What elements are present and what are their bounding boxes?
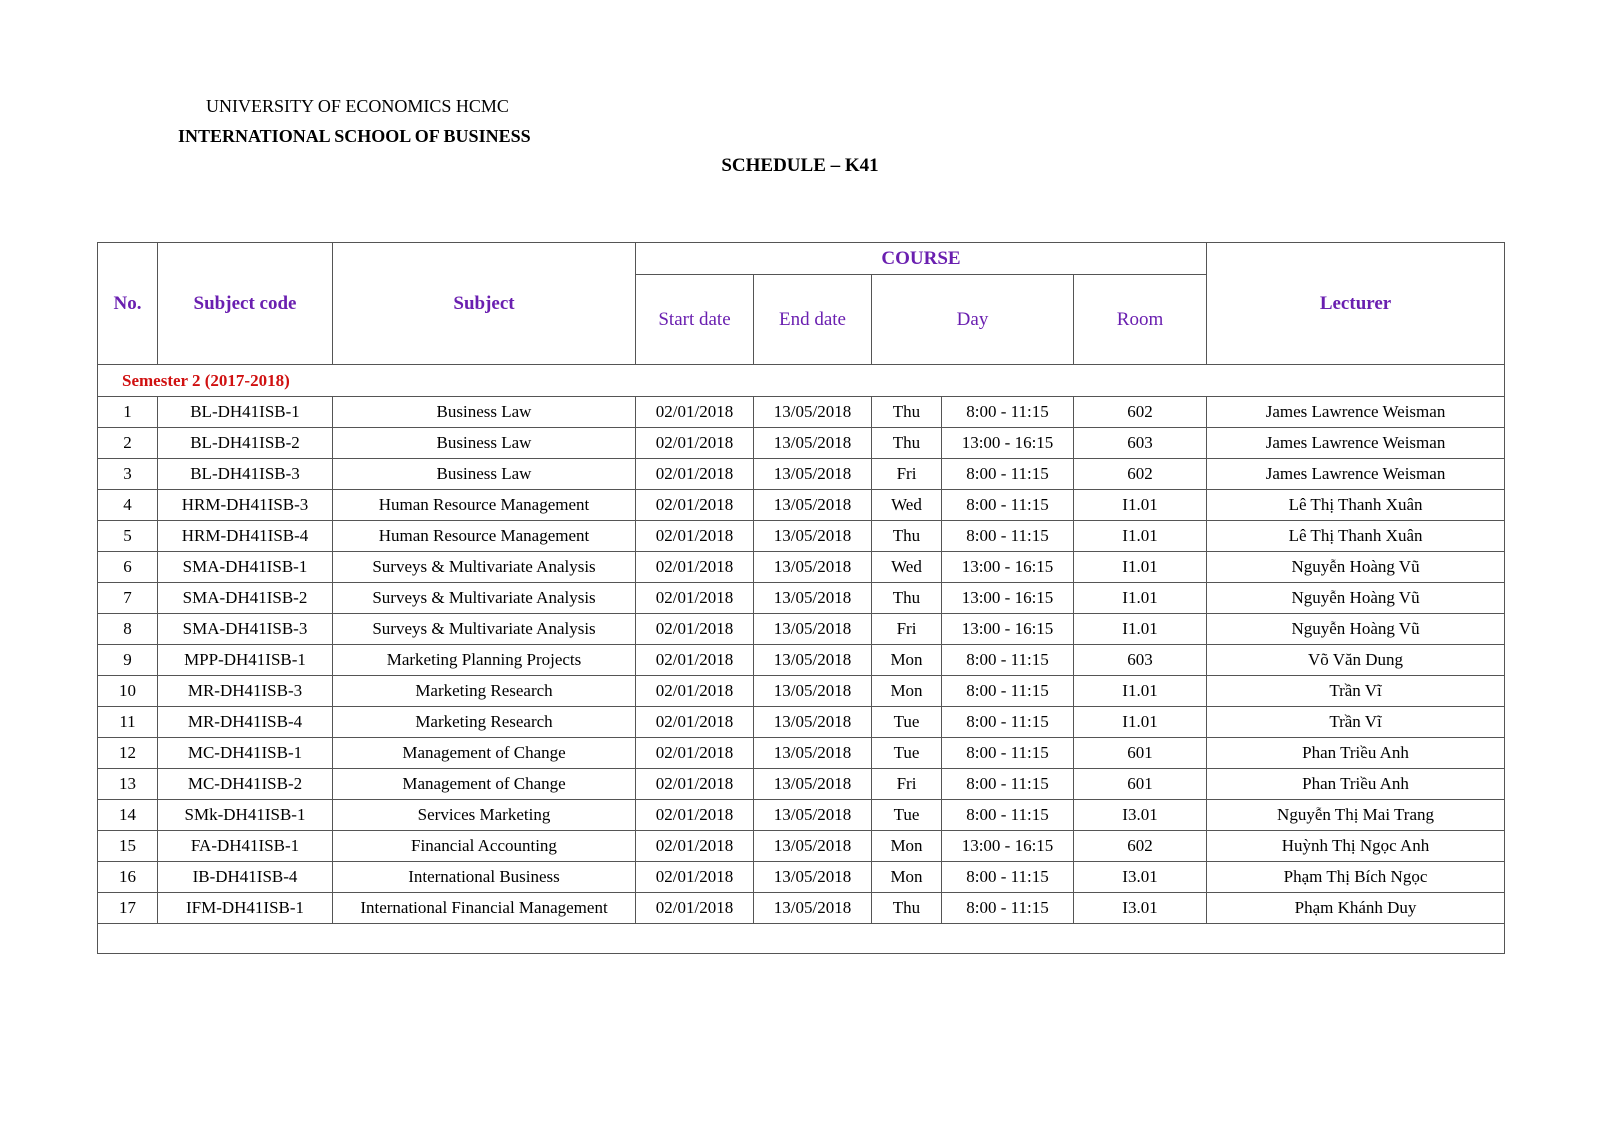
cell-room: I1.01: [1074, 552, 1207, 583]
table-row: [98, 645, 1505, 676]
cell-day: Mon: [872, 831, 942, 862]
cell-no: 6: [98, 552, 158, 583]
cell-start-date: 02/01/2018: [636, 428, 754, 459]
cell-subject-code: MC-DH41ISB-2: [158, 769, 333, 800]
cell-subject-code: MC-DH41ISB-1: [158, 738, 333, 769]
cell-subject: Business Law: [333, 459, 636, 490]
cell-time: 8:00 - 11:15: [942, 676, 1074, 707]
cell-day: Mon: [872, 645, 942, 676]
cell-room: 601: [1074, 769, 1207, 800]
cell-day: Fri: [872, 459, 942, 490]
cell-subject: Services Marketing: [333, 800, 636, 831]
cell-room: I3.01: [1074, 862, 1207, 893]
cell-lecturer: Trần Vĩ: [1207, 707, 1505, 738]
cell-subject: Management of Change: [333, 738, 636, 769]
cell-day: Mon: [872, 862, 942, 893]
cell-start-date: 02/01/2018: [636, 552, 754, 583]
cell-start-date: 02/01/2018: [636, 738, 754, 769]
table-row: [98, 583, 1505, 614]
schedule-table: [97, 242, 1505, 954]
table-row: [98, 552, 1505, 583]
cell-no: 2: [98, 428, 158, 459]
cell-day: Mon: [872, 676, 942, 707]
cell-room: 602: [1074, 397, 1207, 428]
cell-subject-code: SMA-DH41ISB-3: [158, 614, 333, 645]
cell-subject: Management of Change: [333, 769, 636, 800]
col-header-subject: Subject: [333, 243, 636, 365]
cell-end-date: 13/05/2018: [754, 738, 872, 769]
cell-day: Tue: [872, 707, 942, 738]
cell-time: 13:00 - 16:15: [942, 614, 1074, 645]
cell-subject: Financial Accounting: [333, 831, 636, 862]
cell-subject: Business Law: [333, 428, 636, 459]
cell-no: 12: [98, 738, 158, 769]
col-header-subject-code: Subject code: [158, 243, 333, 365]
table-row: [98, 738, 1505, 769]
cell-no: 8: [98, 614, 158, 645]
cell-subject-code: HRM-DH41ISB-4: [158, 521, 333, 552]
cell-no: 5: [98, 521, 158, 552]
table-row: [98, 490, 1505, 521]
cell-day: Wed: [872, 490, 942, 521]
cell-time: 13:00 - 16:15: [942, 583, 1074, 614]
cell-subject: Marketing Planning Projects: [333, 645, 636, 676]
cell-start-date: 02/01/2018: [636, 893, 754, 924]
cell-lecturer: James Lawrence Weisman: [1207, 428, 1505, 459]
cell-no: 9: [98, 645, 158, 676]
cell-no: 1: [98, 397, 158, 428]
cell-lecturer: Nguyễn Hoàng Vũ: [1207, 552, 1505, 583]
cell-start-date: 02/01/2018: [636, 614, 754, 645]
cell-start-date: 02/01/2018: [636, 397, 754, 428]
cell-no: 15: [98, 831, 158, 862]
cell-subject-code: IFM-DH41ISB-1: [158, 893, 333, 924]
cell-no: 11: [98, 707, 158, 738]
cell-subject: Marketing Research: [333, 676, 636, 707]
cell-lecturer: Nguyễn Thị Mai Trang: [1207, 800, 1505, 831]
cell-subject: Surveys & Multivariate Analysis: [333, 583, 636, 614]
cell-subject-code: SMk-DH41ISB-1: [158, 800, 333, 831]
table-row: [98, 707, 1505, 738]
cell-subject: Surveys & Multivariate Analysis: [333, 614, 636, 645]
cell-room: 603: [1074, 645, 1207, 676]
cell-end-date: 13/05/2018: [754, 397, 872, 428]
cell-end-date: 13/05/2018: [754, 428, 872, 459]
cell-end-date: 13/05/2018: [754, 459, 872, 490]
cell-lecturer: Nguyễn Hoàng Vũ: [1207, 614, 1505, 645]
cell-end-date: 13/05/2018: [754, 490, 872, 521]
col-header-day: Day: [872, 275, 1074, 365]
cell-no: 3: [98, 459, 158, 490]
cell-subject: Human Resource Management: [333, 521, 636, 552]
cell-lecturer: Võ Văn Dung: [1207, 645, 1505, 676]
cell-subject-code: BL-DH41ISB-3: [158, 459, 333, 490]
school-name: INTERNATIONAL SCHOOL OF BUSINESS: [178, 126, 531, 146]
table-row: [98, 428, 1505, 459]
cell-time: 13:00 - 16:15: [942, 831, 1074, 862]
cell-no: 7: [98, 583, 158, 614]
cell-start-date: 02/01/2018: [636, 583, 754, 614]
cell-start-date: 02/01/2018: [636, 707, 754, 738]
col-header-room: Room: [1074, 275, 1207, 365]
cell-room: I3.01: [1074, 800, 1207, 831]
table-row: [98, 769, 1505, 800]
cell-subject: Surveys & Multivariate Analysis: [333, 552, 636, 583]
cell-day: Fri: [872, 769, 942, 800]
cell-time: 8:00 - 11:15: [942, 397, 1074, 428]
cell-subject: Marketing Research: [333, 707, 636, 738]
table-row: [98, 800, 1505, 831]
cell-lecturer: Trần Vĩ: [1207, 676, 1505, 707]
cell-start-date: 02/01/2018: [636, 521, 754, 552]
cell-start-date: 02/01/2018: [636, 769, 754, 800]
cell-day: Thu: [872, 397, 942, 428]
cell-room: 601: [1074, 738, 1207, 769]
cell-subject-code: MR-DH41ISB-3: [158, 676, 333, 707]
cell-start-date: 02/01/2018: [636, 800, 754, 831]
cell-day: Thu: [872, 428, 942, 459]
cell-day: Wed: [872, 552, 942, 583]
cell-lecturer: Lê Thị Thanh Xuân: [1207, 490, 1505, 521]
cell-time: 13:00 - 16:15: [942, 428, 1074, 459]
cell-time: 8:00 - 11:15: [942, 521, 1074, 552]
cell-start-date: 02/01/2018: [636, 645, 754, 676]
table-row: [98, 397, 1505, 428]
cell-end-date: 13/05/2018: [754, 614, 872, 645]
cell-no: 14: [98, 800, 158, 831]
cell-room: I1.01: [1074, 707, 1207, 738]
cell-subject: Business Law: [333, 397, 636, 428]
page-title: SCHEDULE – K41: [721, 155, 879, 176]
cell-day: Tue: [872, 738, 942, 769]
cell-start-date: 02/01/2018: [636, 862, 754, 893]
cell-lecturer: Phạm Khánh Duy: [1207, 893, 1505, 924]
cell-time: 8:00 - 11:15: [942, 738, 1074, 769]
cell-lecturer: James Lawrence Weisman: [1207, 459, 1505, 490]
cell-start-date: 02/01/2018: [636, 490, 754, 521]
cell-end-date: 13/05/2018: [754, 583, 872, 614]
cell-no: 16: [98, 862, 158, 893]
cell-day: Thu: [872, 583, 942, 614]
table-row: [98, 893, 1505, 924]
cell-room: I1.01: [1074, 614, 1207, 645]
cell-subject: International Financial Management: [333, 893, 636, 924]
cell-lecturer: Nguyễn Hoàng Vũ: [1207, 583, 1505, 614]
cell-lecturer: Phan Triều Anh: [1207, 738, 1505, 769]
cell-no: 10: [98, 676, 158, 707]
cell-time: 8:00 - 11:15: [942, 459, 1074, 490]
cell-time: 8:00 - 11:15: [942, 769, 1074, 800]
table-row: [98, 459, 1505, 490]
cell-room: 603: [1074, 428, 1207, 459]
cell-subject-code: BL-DH41ISB-2: [158, 428, 333, 459]
cell-no: 13: [98, 769, 158, 800]
cell-day: Thu: [872, 893, 942, 924]
cell-time: 8:00 - 11:15: [942, 707, 1074, 738]
col-header-start-date: Start date: [636, 275, 754, 365]
cell-time: 8:00 - 11:15: [942, 800, 1074, 831]
cell-room: I3.01: [1074, 893, 1207, 924]
cell-time: 8:00 - 11:15: [942, 862, 1074, 893]
cell-subject-code: HRM-DH41ISB-3: [158, 490, 333, 521]
cell-end-date: 13/05/2018: [754, 552, 872, 583]
cell-subject-code: IB-DH41ISB-4: [158, 862, 333, 893]
cell-subject: International Business: [333, 862, 636, 893]
cell-end-date: 13/05/2018: [754, 707, 872, 738]
cell-start-date: 02/01/2018: [636, 831, 754, 862]
cell-day: Thu: [872, 521, 942, 552]
cell-room: I1.01: [1074, 676, 1207, 707]
cell-end-date: 13/05/2018: [754, 893, 872, 924]
cell-room: 602: [1074, 459, 1207, 490]
cell-subject-code: SMA-DH41ISB-2: [158, 583, 333, 614]
cell-day: Fri: [872, 614, 942, 645]
cell-lecturer: James Lawrence Weisman: [1207, 397, 1505, 428]
cell-lecturer: Phan Triều Anh: [1207, 769, 1505, 800]
table-row: [98, 831, 1505, 862]
cell-end-date: 13/05/2018: [754, 521, 872, 552]
cell-end-date: 13/05/2018: [754, 831, 872, 862]
cell-time: 8:00 - 11:15: [942, 645, 1074, 676]
cell-lecturer: Phạm Thị Bích Ngọc: [1207, 862, 1505, 893]
cell-lecturer: Huỳnh Thị Ngọc Anh: [1207, 831, 1505, 862]
table-row: [98, 521, 1505, 552]
cell-room: I1.01: [1074, 490, 1207, 521]
cell-end-date: 13/05/2018: [754, 676, 872, 707]
cell-subject-code: SMA-DH41ISB-1: [158, 552, 333, 583]
table-row: [98, 614, 1505, 645]
cell-lecturer: Lê Thị Thanh Xuân: [1207, 521, 1505, 552]
col-header-course: COURSE: [636, 243, 1207, 275]
col-header-end-date: End date: [754, 275, 872, 365]
cell-room: 602: [1074, 831, 1207, 862]
cell-day: Tue: [872, 800, 942, 831]
cell-end-date: 13/05/2018: [754, 862, 872, 893]
cell-subject-code: MPP-DH41ISB-1: [158, 645, 333, 676]
blank-row: [98, 924, 1505, 954]
table-row: [98, 862, 1505, 893]
semester-label: Semester 2 (2017-2018): [98, 365, 1505, 397]
cell-end-date: 13/05/2018: [754, 645, 872, 676]
cell-end-date: 13/05/2018: [754, 800, 872, 831]
university-name: UNIVERSITY OF ECONOMICS HCMC: [206, 96, 509, 116]
cell-room: I1.01: [1074, 583, 1207, 614]
col-header-no: No.: [98, 243, 158, 365]
cell-subject-code: MR-DH41ISB-4: [158, 707, 333, 738]
cell-end-date: 13/05/2018: [754, 769, 872, 800]
cell-no: 17: [98, 893, 158, 924]
col-header-lecturer: Lecturer: [1207, 243, 1505, 365]
cell-no: 4: [98, 490, 158, 521]
cell-start-date: 02/01/2018: [636, 459, 754, 490]
cell-time: 13:00 - 16:15: [942, 552, 1074, 583]
cell-subject-code: BL-DH41ISB-1: [158, 397, 333, 428]
cell-subject: Human Resource Management: [333, 490, 636, 521]
cell-room: I1.01: [1074, 521, 1207, 552]
cell-time: 8:00 - 11:15: [942, 490, 1074, 521]
cell-subject-code: FA-DH41ISB-1: [158, 831, 333, 862]
table-row: [98, 676, 1505, 707]
cell-time: 8:00 - 11:15: [942, 893, 1074, 924]
cell-start-date: 02/01/2018: [636, 676, 754, 707]
